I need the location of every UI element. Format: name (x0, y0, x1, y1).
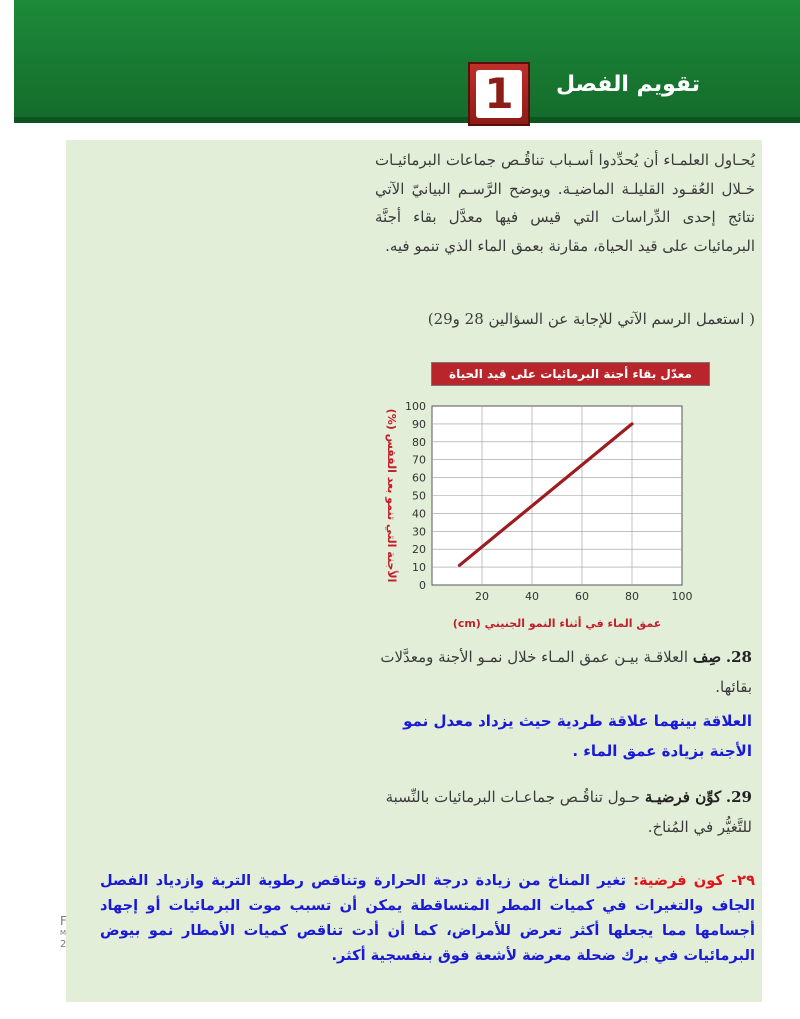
question-29 (372, 782, 752, 842)
chart-instruction: ( استعمل الرسم الآتي للإجابة عن السؤالين 28 و29) (427, 310, 755, 328)
y-tick-label: 90 (412, 417, 426, 431)
x-tick-label: 20 (475, 590, 489, 603)
x-tick-label: 80 (625, 590, 639, 603)
answer-29-lead: ٢٩- كون فرضية: (633, 872, 755, 889)
x-axis-label: عمق الماء في أثناء النمو الجنيني (cm) (452, 617, 662, 630)
x-tick-labels (475, 590, 693, 603)
question-28 (372, 642, 752, 702)
y-tick-label: 70 (412, 453, 426, 467)
edge-mark-f: F (60, 914, 67, 928)
y-tick-label: 10 (412, 561, 426, 575)
intro-paragraph: يُحـاول العلمـاء أن يُحدِّدوا أسـباب تناقُـص جماعات البرمائيـات خـلال العُقـود القليلـة الماضيـة. ويوضح الرَّسـم البيانيّ الآتي نتائج إحدى الدِّراسات التي قيس فيها معدَّل بقاء أجنَّة البرمائيات على قيد الحياة، مقارنة بعمق الماء الذي تنمو فيه. (375, 151, 755, 255)
question-28-number: 28. (725, 648, 752, 666)
page-edge-marks (60, 915, 67, 951)
x-tick-label: 40 (525, 590, 539, 603)
question-28-keyword: صِف (692, 648, 722, 666)
chapter-review-title: تقويم الفصل (555, 72, 700, 97)
question-29-keyword: كوِّن فرضيـة (644, 788, 722, 806)
y-tick-label: 30 (412, 525, 426, 539)
chapter-header-bar (14, 0, 800, 122)
chapter-number: 1 (476, 70, 522, 118)
header-shadow-strip (14, 117, 800, 123)
y-tick-labels (405, 400, 426, 592)
y-tick-label: 0 (419, 579, 426, 592)
edge-mark-2: 2 (60, 939, 67, 950)
chart-title: معدّل بقاء أجنة البرمائيات على قيد الحياة (449, 367, 692, 381)
y-tick-label: 20 (412, 543, 426, 557)
y-axis-label: الأجنة التي تنمو بعد الفقس (%) (385, 408, 398, 583)
x-tick-label: 100 (671, 590, 693, 603)
survival-line-chart (372, 352, 704, 642)
answer-28: العلاقة بينهما علاقة طردية حيث يزداد معدل نمو الأجنة بزيادة عمق الماء . (403, 712, 752, 760)
y-tick-label: 80 (412, 435, 426, 449)
y-tick-label: 60 (412, 471, 426, 485)
x-tick-label: 60 (575, 590, 589, 603)
y-tick-label: 50 (412, 489, 426, 503)
question-28-text: العلاقـة بيـن عمق المـاء خلال نمـو الأجنة ومعدَّلات بقائها. (380, 648, 752, 696)
question-29-number: 29. (725, 788, 752, 806)
answer-29-text: تغير المناخ من زيادة درجة الحرارة وتناقص رطوبة التربة وازدياد الفصل الجاف والتغيرات في كميات المطر المتساقطة يمكن أن تسبب موت البرمائيات أو إجهاد أجسامها مما يجعلها أكثر تعرض للأمراض، كما أن أدت تناقص كميات الأمطار نمو بيوض البرمائيات في برك ضحلة معرضة لأشعة فوق بنفسجية أكثر. (100, 872, 755, 964)
edge-mark-m: M (60, 929, 67, 937)
question-29-text: حـول تناقُـص جماعـات البرمائيات بالنِّسبة للتَّغيُّر في المُناخ. (385, 788, 752, 836)
answer-29 (100, 868, 755, 968)
y-tick-label: 100 (405, 400, 426, 413)
y-tick-label: 40 (412, 507, 426, 521)
